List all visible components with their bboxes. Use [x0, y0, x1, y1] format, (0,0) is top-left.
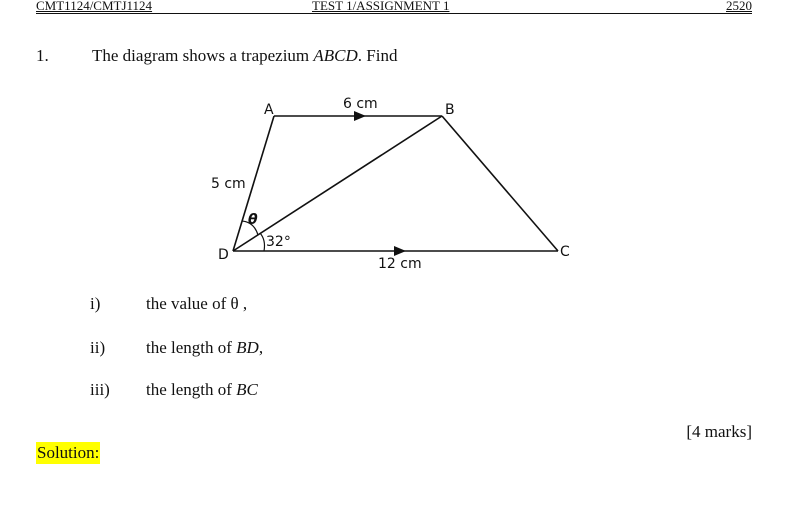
- side-bc: [442, 116, 558, 251]
- part-ii-text-after: ,: [258, 338, 264, 357]
- part-iii-number: iii): [90, 380, 110, 399]
- page-header: [36, 0, 752, 14]
- solution-label: Solution:: [37, 443, 100, 462]
- angle-32-label: 32°: [266, 234, 291, 250]
- assessment-title: TEST 1/ASSIGNMENT 1: [312, 0, 450, 13]
- length-dc-label: 12 cm: [378, 256, 422, 272]
- part-i-text: the value of θ ,: [146, 294, 248, 313]
- part-iii-text-before: the length of: [146, 380, 237, 399]
- trapezium-diagram: [196, 92, 584, 276]
- part-i-number: i): [90, 294, 101, 313]
- vertex-a-label: A: [264, 102, 274, 118]
- question-text: [92, 46, 397, 66]
- shape-name: ABCD: [313, 46, 358, 65]
- vertex-d-label: D: [218, 247, 229, 263]
- length-ad-label: 5 cm: [211, 176, 246, 192]
- course-code: CMT1124/CMTJ1124: [36, 0, 153, 13]
- question-text-after: . Find: [357, 46, 398, 65]
- parallel-arrow-ab: [354, 111, 366, 121]
- theta-label: θ: [248, 212, 258, 228]
- marks-label: [4 marks]: [686, 422, 752, 441]
- vertex-c-label: C: [560, 244, 570, 260]
- part-ii-segment: BD: [236, 338, 259, 357]
- part-iii-text: [146, 380, 258, 400]
- question-text-before: The diagram shows a trapezium: [92, 46, 314, 65]
- header-number: 2520: [726, 0, 752, 13]
- diagonal-bd: [233, 116, 442, 251]
- part-ii-text: [146, 338, 263, 358]
- vertex-b-label: B: [445, 102, 455, 118]
- question-number: 1.: [36, 46, 49, 65]
- length-ab-label: 6 cm: [343, 96, 378, 112]
- angle-arc-32: [260, 233, 265, 251]
- part-iii-segment: BC: [236, 380, 258, 399]
- part-ii-text-before: the length of: [146, 338, 237, 357]
- part-ii-number: ii): [90, 338, 106, 357]
- parallel-arrow-dc: [394, 246, 406, 256]
